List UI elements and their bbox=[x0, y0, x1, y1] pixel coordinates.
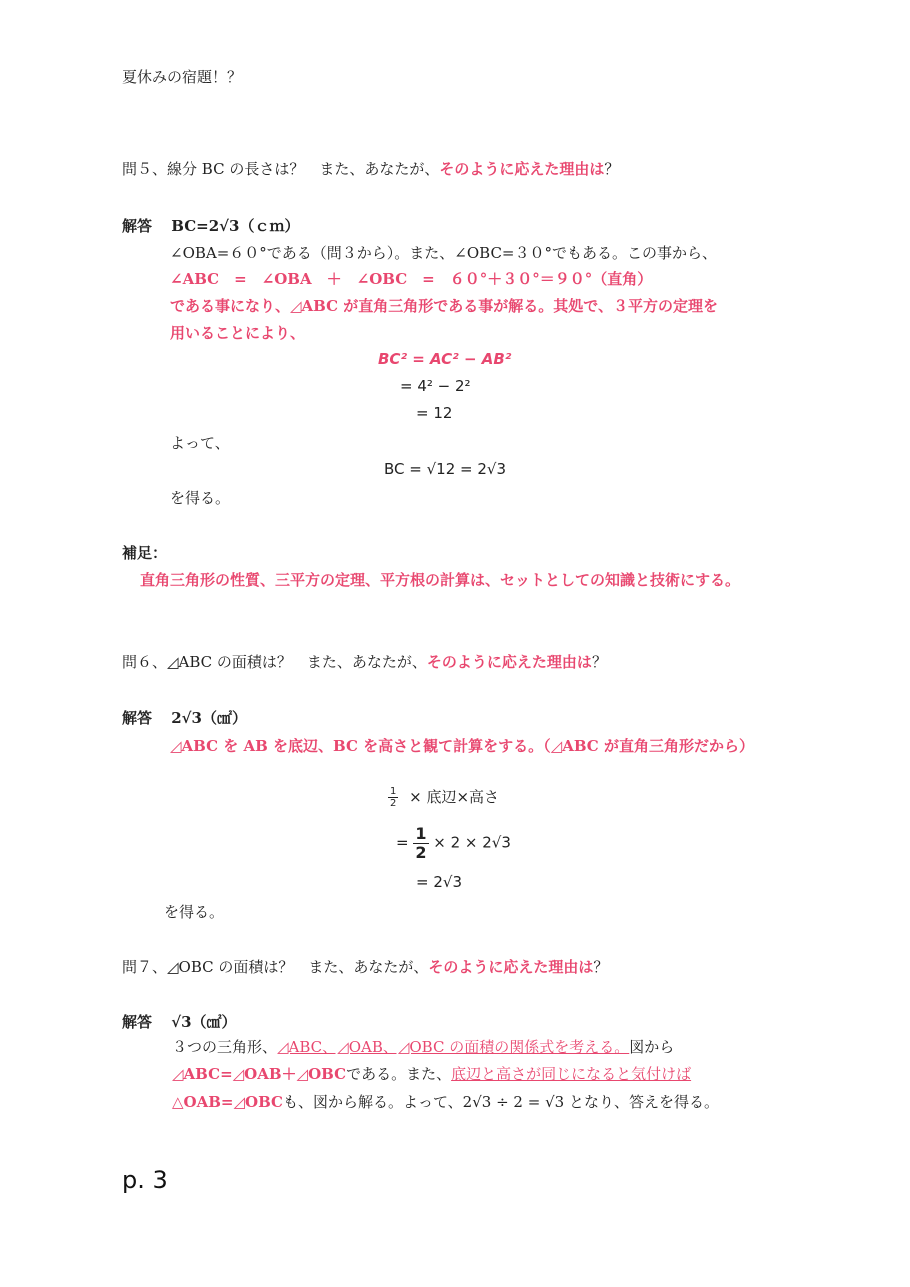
answer-5-therefore: よって、 bbox=[170, 434, 230, 452]
question-7 bbox=[122, 956, 608, 977]
answer-5-equation-3: = 12 bbox=[416, 404, 453, 422]
answer-7-line-3-highlight: △OAB=◿OBC bbox=[172, 1093, 283, 1111]
question-7-prefix: 問７、◿OBC の面積は？ また、あなたが、 bbox=[122, 958, 429, 976]
supplement-label: 補足： bbox=[122, 544, 168, 562]
answer-7-line-2-highlight: ◿ABC=◿OAB＋◿OBC bbox=[172, 1065, 347, 1083]
answer-7-line-1-highlight: ◿ABC、◿OAB、◿OBC の面積の関係式を考える。 bbox=[277, 1038, 630, 1056]
answer-6-line-1: ◿ABC を AB を底辺、BC を高さと観て計算をする。（◿ABC が直角三角形だから） bbox=[170, 737, 754, 755]
answer-7-line-2-underlined: 底辺と高さが同じになると気付けば bbox=[451, 1065, 692, 1083]
answer-7-line-2-mid: である。また、 bbox=[346, 1065, 452, 1083]
answer-5-equation-4: BC = √12 = 2√3 bbox=[384, 460, 506, 478]
fraction-large-numerator: 1 bbox=[415, 824, 427, 843]
equation-2-rest: × 2 × 2√3 bbox=[433, 833, 511, 852]
equation-2-equals: = bbox=[396, 833, 409, 852]
page-title: 夏休みの宿題！？ bbox=[122, 68, 243, 86]
answer-5-conclusion: を得る。 bbox=[170, 489, 231, 507]
answer-7-line-2 bbox=[172, 1063, 691, 1084]
question-5-prefix: 問５、線分 BC の長さは？ また、あなたが、 bbox=[122, 160, 440, 178]
fraction-numerator: 1 bbox=[390, 786, 397, 797]
answer-7-value: √3（㎠） bbox=[171, 1013, 237, 1031]
answer-5-line-1: ∠OBA=６０°である（問３から）。また、∠OBC=３０°でもある。この事から、 bbox=[170, 244, 718, 262]
fraction-denominator: 2 bbox=[390, 798, 397, 809]
page-number: p. 3 bbox=[122, 1166, 168, 1194]
question-5-highlight: そのように応えた理由は bbox=[439, 160, 605, 178]
question-5-suffix: ？ bbox=[604, 160, 620, 178]
question-7-highlight: そのように応えた理由は bbox=[428, 958, 594, 976]
fraction-large-denominator: 2 bbox=[415, 842, 427, 862]
fraction-one-half-large bbox=[413, 825, 428, 861]
supplement-text: 直角三角形の性質、三平方の定理、平方根の計算は、セットとしての知識と技術にする。 bbox=[140, 571, 741, 589]
fraction-one-half bbox=[388, 786, 398, 809]
answer-6-value: 2√3（㎠） bbox=[171, 709, 247, 727]
answer-7-line-1 bbox=[172, 1036, 674, 1057]
answer-5-line-2: ∠ABC = ∠OBA ＋ ∠OBC = ６０°＋３０°＝９０°（直角） bbox=[170, 270, 653, 288]
answer-6-equation-1 bbox=[388, 786, 499, 809]
answer-7-line-3 bbox=[172, 1091, 719, 1112]
answer-6-heading bbox=[122, 707, 247, 728]
answer-5-heading bbox=[122, 215, 299, 236]
answer-5-label: 解答 bbox=[122, 217, 153, 235]
answer-6-equation-3: = 2√3 bbox=[416, 873, 462, 891]
question-6-prefix: 問６、◿ABC の面積は？ また、あなたが、 bbox=[122, 653, 427, 671]
question-7-suffix: ？ bbox=[593, 958, 609, 976]
question-6-highlight: そのように応えた理由は bbox=[426, 653, 592, 671]
equation-1-rest: × 底辺×高さ bbox=[409, 788, 500, 806]
answer-5-line-3: である事になり、◿ABC が直角三角形である事が解る。其処で、３平方の定理を bbox=[170, 297, 718, 315]
answer-5-line-4: 用いることにより、 bbox=[170, 324, 306, 342]
answer-7-line-1-suffix: 図から bbox=[629, 1038, 675, 1056]
answer-6-label: 解答 bbox=[122, 709, 153, 727]
answer-5-value: BC=2√3（ｃｍ） bbox=[171, 217, 300, 235]
question-5 bbox=[122, 158, 619, 179]
answer-5-equation-1: BC² = AC² − AB² bbox=[378, 350, 512, 368]
answer-7-heading bbox=[122, 1011, 237, 1032]
answer-7-label: 解答 bbox=[122, 1013, 153, 1031]
answer-6-equation-2 bbox=[396, 825, 511, 861]
answer-7-line-1-prefix: ３つの三角形、 bbox=[172, 1038, 278, 1056]
answer-6-conclusion: を得る。 bbox=[164, 903, 225, 921]
question-6 bbox=[122, 651, 607, 672]
answer-7-line-3-rest: も、図から解る。よって、2√3 ÷ 2 = √3 となり、答えを得る。 bbox=[282, 1093, 719, 1111]
question-6-suffix: ？ bbox=[591, 653, 607, 671]
answer-5-equation-2: = 4² − 2² bbox=[400, 377, 471, 395]
